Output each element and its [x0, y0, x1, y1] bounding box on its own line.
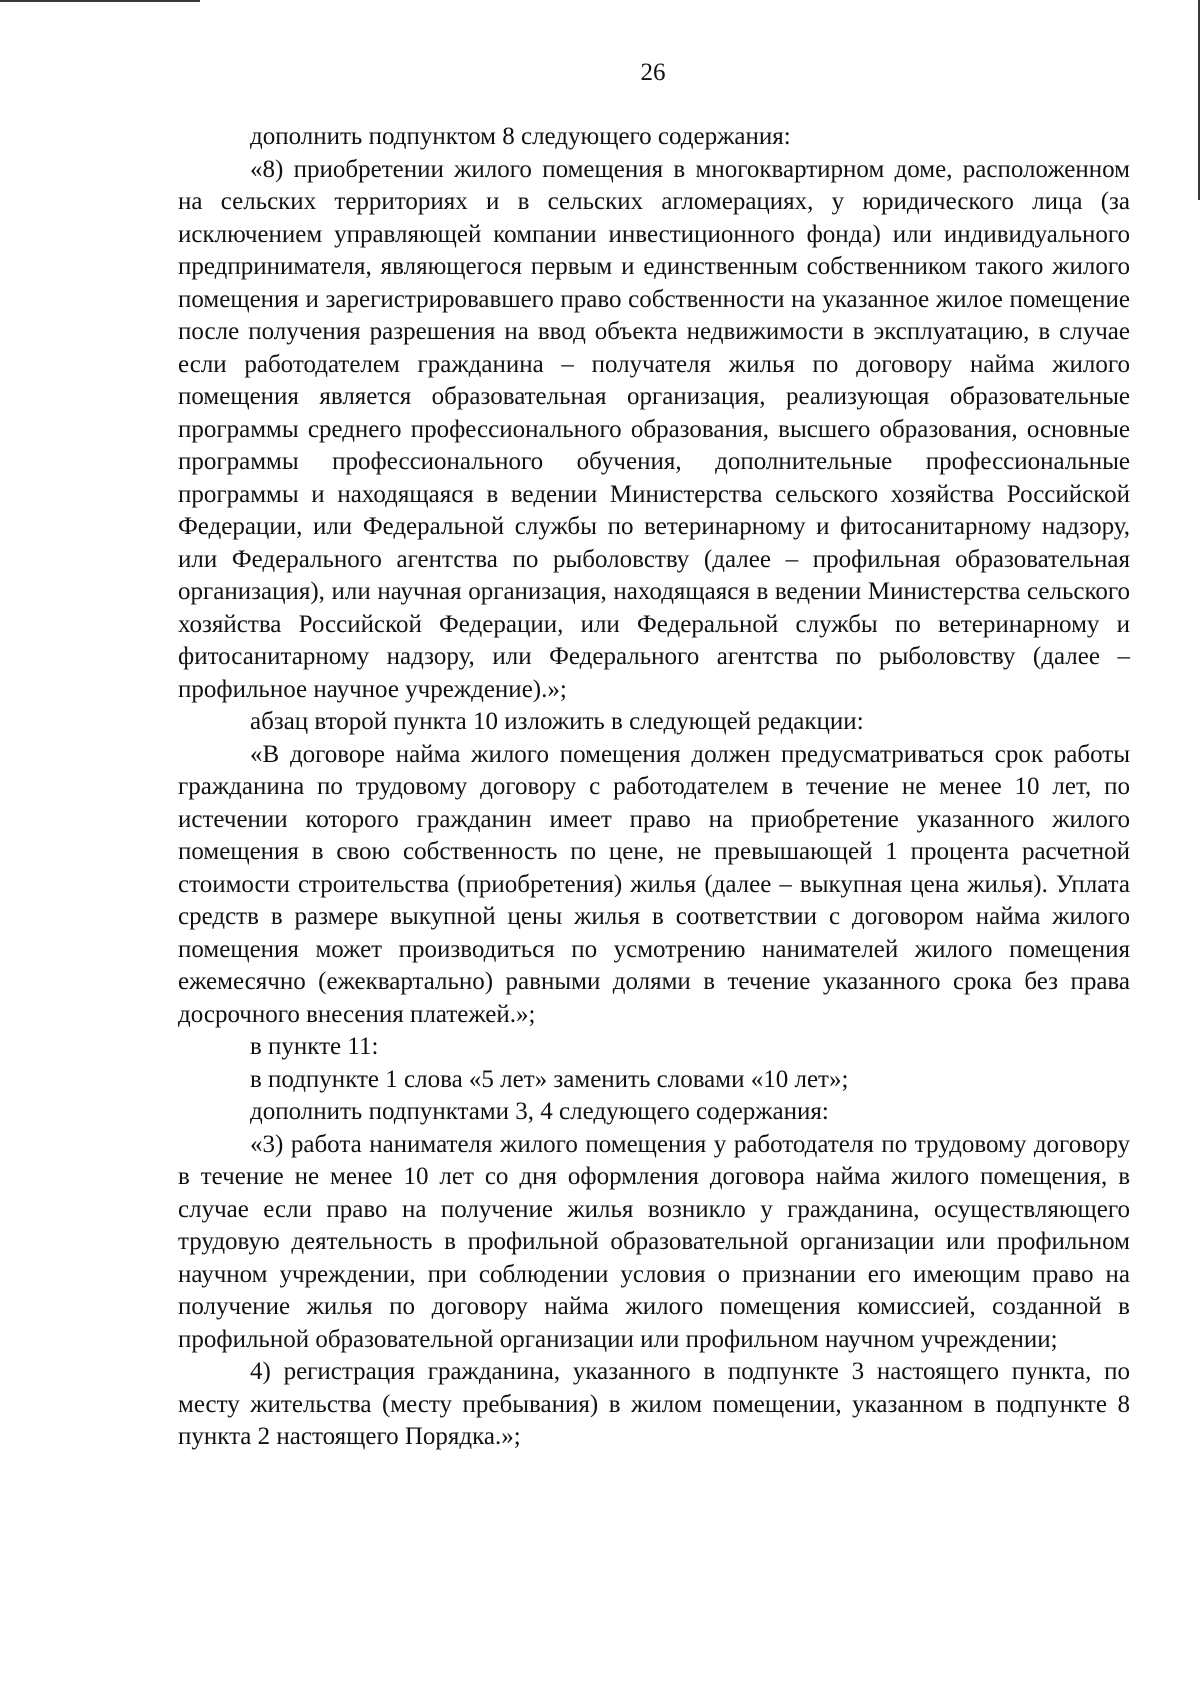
paragraph-7: дополнить подпунктами 3, 4 следующего содержания:: [250, 1098, 829, 1125]
paragraph-5: в пункте 11:: [250, 1033, 379, 1060]
document-body: [178, 121, 1130, 1454]
scan-edge-top: [0, 0, 200, 2]
paragraph-8: «3) работа нанимателя жилого помещения у работодателя по трудовому договору в течение не менее 10 лет со дня оформления договора найма жилого помещения, в случае если право на получение жилья возникло у гражданина, осуществляющего трудовую деятельность в профильной образовательной организации или профильном научном учреждении, при соблюдении условия о признании его имеющим право на получение жилья по договору найма жилого помещения комиссией, созданной в профильной образовательной организации или профильном научном учреждении;: [178, 1130, 1130, 1353]
paragraph-4: «В договоре найма жилого помещения должен предусматриваться срок работы гражданина по трудовому договору с работодателем в течение не менее 10 лет, по истечении которого гражданин имеет право на приобретение указанного жилого помещения в свою собственность по цене, не превышающей 1 процента расчетной стоимости строительства (приобретения) жилья (далее – выкупная цена жилья). Уплата средств в размере выкупной цены жилья в соответствии с договором найма жилого помещения может производиться по усмотрению нанимателей жилого помещения ежемесячно (ежеквартально) равными долями в течение указанного срока без права досрочного внесения платежей.»;: [178, 740, 1130, 1028]
paragraph-6: в подпункте 1 слова «5 лет» заменить словами «10 лет»;: [250, 1065, 849, 1093]
page-number: 26: [640, 59, 666, 86]
paragraph-9: 4) регистрация гражданина, указанного в подпункте 3 настоящего пункта, по месту жительства (месту пребывания) в жилом помещении, указанном в подпункте 8 пункта 2 настоящего Порядка.»;: [178, 1358, 1130, 1450]
paragraph-2: «8) приобретении жилого помещения в многоквартирном доме, расположенном на сельских территориях и в сельских агломерациях, у юридического лица (за исключением управляющей компании инвестиционного фонда) или индивидуального предпринимателя, являющегося первым и единственным собственником такого жилого помещения и зарегистрировавшего право собственности на указанное жилое помещение после получения разрешения на ввод объекта недвижимости в эксплуатацию, в случае если работодателем гражданина – получателя жилья по договору найма жилого помещения является образовательная организация, реализующая образовательные программы среднего профессионального образования, высшего образования, основные программы профессионального обучения, дополнительные профессиональные программы и находящаяся в ведении Министерства сельского хозяйства Российской Федерации, или Федеральной службы по ветеринарному и фитосанитарному надзору, или Федерального агентства по рыболовству (далее – профильная образовательная организация), или научная организация, находящаяся в ведении Министерства сельского хозяйства Российской Федерации, или Федеральной службы по ветеринарному и фитосанитарному надзору, или Федерального агентства по рыболовству (далее – профильное научное учреждение).»;: [178, 155, 1130, 703]
paragraph-3: абзац второй пункта 10 изложить в следующей редакции:: [250, 708, 864, 735]
paragraph-1: дополнить подпунктом 8 следующего содержания:: [250, 123, 791, 150]
